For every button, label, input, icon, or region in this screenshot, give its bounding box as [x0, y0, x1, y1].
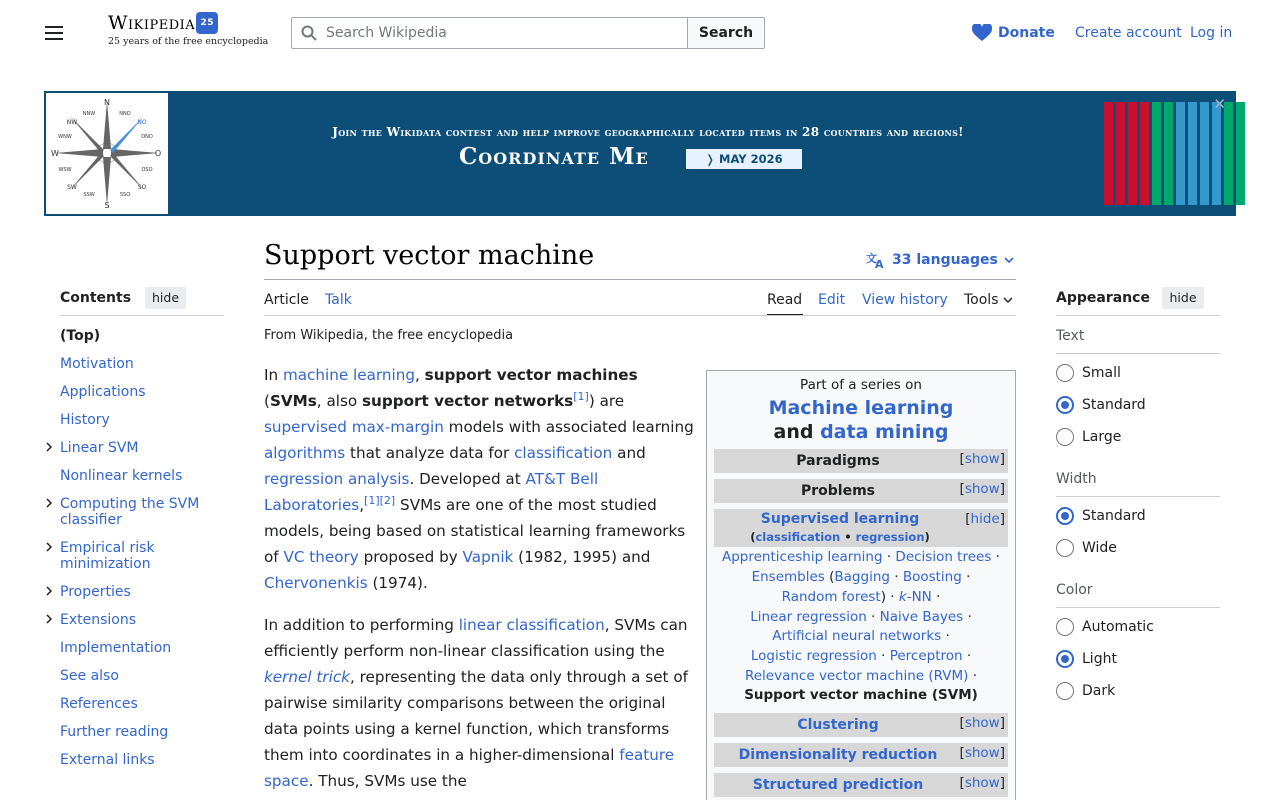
- chevron-right-icon[interactable]: [44, 498, 54, 508]
- radio-label: Light: [1082, 651, 1117, 667]
- appearance-title: Appearance: [1056, 290, 1150, 306]
- color-option[interactable]: [1056, 650, 1117, 668]
- tab-article[interactable]: Article: [264, 292, 309, 308]
- banner-date-button[interactable]: ❭ MAY 2026: [686, 149, 802, 169]
- radio-button[interactable]: [1056, 428, 1074, 446]
- series-title: and data mining: [773, 421, 949, 443]
- compass-label: NNO: [119, 111, 131, 117]
- list-item: Artificial neural networks ·: [772, 628, 950, 644]
- section-supervised-learning: [714, 509, 1008, 547]
- toc-item[interactable]: Empirical risk minimization: [60, 540, 155, 572]
- radio-label: Small: [1082, 365, 1121, 381]
- series-title-link[interactable]: Machine learning: [768, 397, 954, 419]
- list-item: Random forest) · k-NN ·: [781, 589, 941, 605]
- radio-label: Wide: [1082, 540, 1117, 556]
- link[interactable]: Bagging: [834, 569, 890, 585]
- search-form: [291, 17, 765, 49]
- link[interactable]: classification: [755, 530, 841, 544]
- toc-item[interactable]: Further reading: [60, 724, 169, 740]
- series-title-link[interactable]: data mining: [820, 421, 949, 443]
- chevron-down-icon: [1003, 296, 1013, 304]
- logo-tagline: 25 years of the free encyclopedia: [108, 36, 269, 47]
- link[interactable]: classification: [514, 444, 613, 462]
- toc-item[interactable]: Properties: [60, 584, 131, 600]
- search-button[interactable]: Search: [687, 17, 765, 49]
- link[interactable]: kernel trick: [264, 668, 350, 686]
- divider: [1056, 607, 1220, 608]
- compass-label: WSW: [58, 167, 72, 173]
- stripe: [1200, 102, 1209, 205]
- show-toggle: [show]: [959, 775, 1005, 791]
- list-item: Ensembles (Bagging · Boosting ·: [751, 569, 971, 585]
- stripe: [1212, 102, 1221, 205]
- compass-label: OSO: [141, 167, 153, 173]
- section-dimensionality-reduction[interactable]: Dimensionality reduction [show]: [714, 743, 1008, 767]
- tools-menu[interactable]: [964, 292, 1013, 308]
- citation-link[interactable]: [2]: [379, 493, 396, 507]
- toc-item[interactable]: References: [60, 696, 138, 712]
- compass-label: NO: [137, 119, 147, 126]
- stripe: [1176, 102, 1185, 205]
- lead-paragraph: In machine learning, support vector machines (SVMs, also support vector networks[1]) are supervised max-margin models with associated learning algorithms that analyze data for classification and regression analysis. Developed at AT&T Bell Laboratories,[1][2] SVMs are one of the most studied models, being based on statistical learning frameworks of VC theory proposed by Vapnik (1982, 1995) and Chervonenkis (1974).: [264, 366, 694, 592]
- stripe: [1128, 102, 1137, 205]
- link[interactable]: regression: [855, 530, 925, 544]
- show-toggle: [show]: [959, 451, 1005, 467]
- show-toggle: [show]: [959, 745, 1005, 761]
- list-item: Relevance vector machine (RVM) ·: [744, 668, 978, 684]
- wikipedia-logo[interactable]: [108, 12, 269, 54]
- link[interactable]: Ensembles: [751, 569, 825, 585]
- chevron-down-icon: [1004, 256, 1014, 264]
- compass-label: NW: [66, 119, 78, 126]
- body-paragraph: In addition to performing linear classification, SVMs can efficiently perform non-linear classification using the kernel trick, representing the data only through a set of pairwise similarity comparisons between the original data points using a kernel function, which transforms them into coordinates in a higher-dimensional feature space. Thus, SVMs use the: [264, 616, 688, 790]
- link[interactable]: VC theory: [283, 548, 359, 566]
- section-paradigms[interactable]: Paradigms [show]: [714, 449, 1008, 473]
- stripe: [1188, 102, 1197, 205]
- text-option[interactable]: [1056, 428, 1121, 446]
- show-toggle: [show]: [959, 481, 1005, 497]
- color-group-label: Color: [1056, 582, 1093, 598]
- radio-label: Dark: [1082, 683, 1116, 699]
- toc-item[interactable]: Extensions: [60, 612, 137, 628]
- toc-item[interactable]: (Top): [60, 328, 101, 344]
- heart-icon: [972, 24, 992, 42]
- toc-item[interactable]: Computing the SVM classifier: [60, 496, 200, 528]
- radio-button[interactable]: [1056, 650, 1074, 668]
- compass-label: O: [154, 149, 162, 158]
- compass-label: ONO: [141, 134, 153, 140]
- compass-label: NNW: [82, 111, 96, 117]
- toc-item[interactable]: Motivation: [60, 356, 134, 372]
- stripe: [1236, 102, 1245, 205]
- radio-button[interactable]: [1056, 364, 1074, 382]
- link[interactable]: Random forest: [781, 589, 881, 605]
- toc-item[interactable]: External links: [60, 752, 155, 768]
- link[interactable]: supervised max-margin: [264, 418, 444, 436]
- toc-title: Contents: [60, 290, 132, 306]
- link[interactable]: k-NN: [898, 589, 932, 605]
- section-subtitle: (classification • regression): [750, 530, 930, 544]
- compass-rose-image: [46, 93, 168, 214]
- radio-label: Automatic: [1082, 619, 1154, 635]
- link[interactable]: Apprenticeship learning: [722, 549, 883, 565]
- tab-talk[interactable]: Talk: [325, 292, 352, 308]
- radio-button[interactable]: [1056, 396, 1074, 414]
- compass-label: WNW: [58, 134, 72, 140]
- logo-wordmark: Wikipedia 25: [108, 12, 253, 34]
- radio-button[interactable]: [1056, 507, 1074, 525]
- text-option[interactable]: [1056, 364, 1121, 382]
- create-account-link[interactable]: Create account: [1075, 25, 1182, 41]
- tab-view-history[interactable]: View history: [862, 292, 948, 308]
- search-input[interactable]: [291, 17, 687, 49]
- appearance-hide-button[interactable]: hide: [1162, 287, 1204, 309]
- divider: [60, 315, 224, 316]
- color-option[interactable]: [1056, 682, 1115, 700]
- search-icon: [301, 25, 317, 41]
- donate-link[interactable]: [972, 22, 1055, 44]
- toc-item[interactable]: Implementation: [60, 640, 172, 656]
- compass-label: SSO: [119, 192, 131, 198]
- compass-label: SO: [137, 184, 147, 191]
- section-clustering[interactable]: Clustering [show]: [714, 713, 1008, 737]
- compass-label: S: [104, 201, 110, 210]
- text-option[interactable]: [1056, 396, 1146, 414]
- width-option[interactable]: [1056, 539, 1117, 557]
- svg-text:A: A: [875, 258, 884, 269]
- color-option[interactable]: [1056, 618, 1154, 636]
- chevron-right-icon[interactable]: [44, 614, 54, 624]
- link[interactable]: AT&T Bell Laboratories: [264, 470, 599, 514]
- stripe: [1104, 102, 1113, 205]
- link[interactable]: Artificial neural networks: [772, 628, 942, 644]
- link[interactable]: Perceptron: [889, 648, 963, 664]
- link[interactable]: Naive Bayes: [879, 609, 964, 625]
- puzzle-badge-icon: 25: [196, 12, 218, 34]
- campaign-banner[interactable]: [44, 91, 1236, 216]
- link[interactable]: machine learning: [282, 366, 415, 384]
- site-subtitle: From Wikipedia, the free encyclopedia: [264, 328, 514, 343]
- current-page-item: Support vector machine (SVM): [744, 687, 978, 703]
- tab-edit[interactable]: Edit: [818, 292, 846, 308]
- width-group-label: Width: [1056, 471, 1097, 487]
- toc-item[interactable]: Applications: [60, 384, 146, 400]
- divider: [264, 315, 1016, 316]
- page-title: Support vector machine: [264, 240, 595, 271]
- link[interactable]: algorithms: [264, 444, 346, 462]
- series-sidebar: [706, 370, 1016, 800]
- chevron-right-icon[interactable]: [44, 542, 54, 552]
- toc-item[interactable]: See also: [60, 668, 119, 684]
- link[interactable]: regression analysis: [264, 470, 410, 488]
- chevron-right-icon[interactable]: [44, 442, 54, 452]
- toc-item[interactable]: History: [60, 412, 110, 428]
- banner-headline: Join the Wikidata contest and help improve geographically located items in 28 countries and regions!: [332, 125, 964, 139]
- radio-label: Standard: [1082, 397, 1146, 413]
- close-icon[interactable]: ✕: [1213, 95, 1226, 113]
- stripe: [1152, 102, 1161, 205]
- link[interactable]: Decision trees: [895, 549, 992, 565]
- show-toggle: [show]: [959, 715, 1005, 731]
- main-menu-icon[interactable]: [40, 20, 68, 48]
- radio-button[interactable]: [1056, 682, 1074, 700]
- list-item: Linear regression · Naive Bayes ·: [750, 609, 972, 625]
- list-item: Logistic regression · Perceptron ·: [750, 648, 972, 664]
- section-title-link[interactable]: Supervised learning: [760, 511, 920, 527]
- divider: [1056, 496, 1220, 497]
- stripe: [1116, 102, 1125, 205]
- radio-label: Standard: [1082, 508, 1146, 524]
- compass-label: SW: [67, 184, 77, 191]
- divider: [1056, 315, 1220, 316]
- language-button[interactable]: [866, 251, 1014, 269]
- banner-title: Coordinate Me: [459, 143, 649, 170]
- divider: [1056, 353, 1220, 354]
- link[interactable]: Logistic regression: [750, 648, 877, 664]
- translate-icon: [866, 251, 886, 269]
- stripe: [1140, 102, 1149, 205]
- svg-text:文: 文: [866, 252, 877, 265]
- citation-link[interactable]: [1]: [364, 493, 380, 507]
- compass-label: SSW: [83, 192, 95, 198]
- stripe: [1164, 102, 1173, 205]
- divider: [264, 279, 1016, 280]
- login-link[interactable]: Log in: [1190, 25, 1233, 41]
- link[interactable]: Chervonenkis: [264, 574, 368, 592]
- compass-label: N: [104, 98, 110, 107]
- link[interactable]: linear classification: [458, 616, 605, 634]
- donate-label: Donate: [998, 25, 1055, 41]
- text-group-label: Text: [1056, 328, 1085, 344]
- toc-hide-button[interactable]: hide: [145, 287, 186, 309]
- link[interactable]: Linear regression: [750, 609, 867, 625]
- radio-button[interactable]: [1056, 539, 1074, 557]
- tab-read[interactable]: Read: [767, 292, 803, 308]
- link[interactable]: Relevance vector machine (RVM): [744, 668, 969, 684]
- chevron-right-icon[interactable]: [44, 586, 54, 596]
- language-count: 33 languages: [892, 252, 998, 268]
- compass-label: W: [51, 149, 59, 158]
- section-problems[interactable]: Problems [show]: [714, 479, 1008, 503]
- list-item: Apprenticeship learning · Decision trees ·: [722, 549, 1000, 565]
- hide-toggle[interactable]: [hide]: [965, 511, 1005, 527]
- section-structured-prediction[interactable]: Structured prediction [show]: [714, 773, 1008, 797]
- stripe: [1224, 102, 1233, 205]
- series-caption: Part of a series on: [800, 377, 922, 393]
- link[interactable]: Vapnik: [462, 548, 514, 566]
- citation-link[interactable]: [1]: [573, 389, 589, 403]
- toc-item[interactable]: Linear SVM: [60, 440, 139, 456]
- link[interactable]: Boosting: [902, 569, 962, 585]
- banner-stripes-decoration: [1104, 102, 1245, 205]
- radio-button[interactable]: [1056, 618, 1074, 636]
- link[interactable]: feature space: [264, 746, 675, 790]
- width-option[interactable]: [1056, 507, 1146, 525]
- radio-label: Large: [1082, 429, 1122, 445]
- toc-item[interactable]: Nonlinear kernels: [60, 468, 183, 484]
- tools-label: Tools: [964, 292, 999, 308]
